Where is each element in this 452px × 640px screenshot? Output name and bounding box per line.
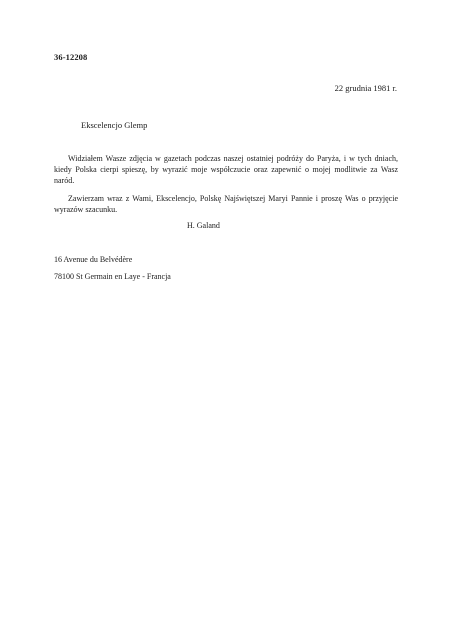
salutation: Ekscelencjo Glemp [81,120,148,130]
body-paragraph-1: Widziałem Wasze zdjęcia w gazetach podczas naszej ostatniej podróży do Paryża, i w tych dniach, kiedy Polska cierpi spieszę, by wyrazić moje współczucie oraz zapewnić o mojej modlitwie za Wasz naród. [54,154,398,186]
address-line-1: 16 Avenue du Belvédère [54,255,133,264]
reference-number: 36-12208 [54,52,88,62]
letter-date: 22 grudnia 1981 r. [334,83,397,93]
body-paragraph-2: Zawierzam wraz z Wami, Ekscelencjo, Polskę Najświętszej Maryi Pannie i proszę Was o przyjęcie wyrazów szacunku. [54,194,398,215]
signature: H. Galand [187,221,220,230]
address-line-2: 78100 St Germain en Laye - Francja [54,272,171,281]
